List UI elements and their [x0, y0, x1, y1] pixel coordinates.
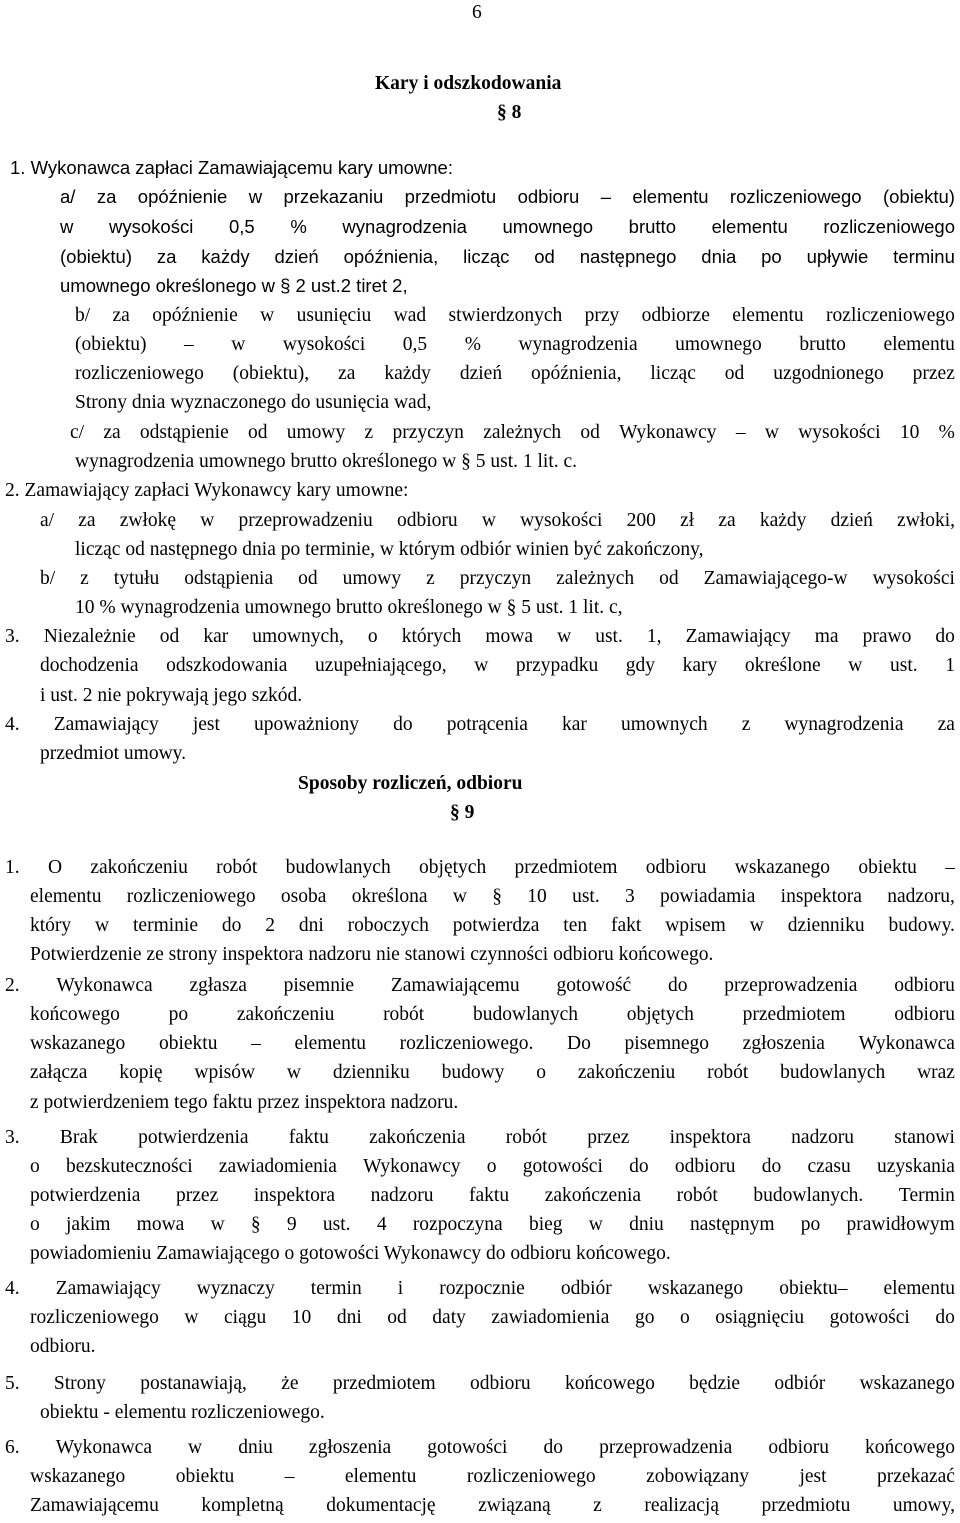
paragraph-line: powiadomieniu Zamawiającego o gotowości Wykonawcy do odbioru końcowego.: [30, 1243, 671, 1264]
paragraph-line: 4. Zamawiający wyznaczy termin i rozpocznie odbiór wskazanego obiektu– elementu: [5, 1278, 955, 1299]
paragraph-line: i ust. 2 nie pokrywają jego szkód.: [40, 685, 303, 706]
page-number: 6: [472, 2, 482, 23]
section-title: Kary i odszkodowania: [375, 73, 562, 94]
paragraph-line: 4. Zamawiający jest upoważniony do potrącenia kar umownych z wynagrodzenia za: [5, 714, 955, 735]
paragraph-line: odbioru.: [30, 1336, 96, 1357]
paragraph-line: wskazanego obiektu – elementu rozliczeniowego zobowiązany jest przekazać: [30, 1466, 955, 1487]
paragraph-line: rozliczeniowego w ciągu 10 dni od daty zawiadomienia go o osiągnięciu gotowości do: [30, 1307, 955, 1328]
paragraph-line: b/ z tytułu odstąpienia od umowy z przyczyn zależnych od Zamawiającego-w wysokości: [40, 568, 955, 589]
section-number: § 9: [450, 802, 475, 823]
paragraph-line: 10 % wynagrodzenia umownego brutto określonego w § 5 ust. 1 lit. c,: [75, 597, 623, 618]
paragraph-line: Potwierdzenie ze strony inspektora nadzoru nie stanowi czynności odbioru końcowego.: [30, 944, 714, 965]
section-number: § 8: [497, 102, 522, 123]
paragraph-line: elementu rozliczeniowego osoba określona w § 10 ust. 3 powiadamia inspektora nadzoru,: [30, 886, 955, 907]
paragraph-line: potwierdzenia przez inspektora nadzoru faktu zakończenia robót budowlanych. Termin: [30, 1185, 955, 1206]
paragraph-line: z potwierdzeniem tego faktu przez inspektora nadzoru.: [30, 1092, 459, 1113]
paragraph-line: 3. Brak potwierdzenia faktu zakończenia robót przez inspektora nadzoru stanowi: [5, 1127, 955, 1148]
paragraph-line: b/ za opóźnienie w usunięciu wad stwierdzonych przy odbiorze elementu rozliczeniowego: [75, 305, 955, 326]
paragraph-line: umownego określonego w § 2 ust.2 tiret 2,: [60, 275, 408, 296]
paragraph-line: o bezskuteczności zawiadomienia Wykonawcy o gotowości do odbioru do czasu uzyskania: [30, 1156, 955, 1177]
paragraph-line: 2. Zamawiający zapłaci Wykonawcy kary umowne:: [5, 480, 409, 501]
section-title: Sposoby rozliczeń, odbioru: [298, 773, 523, 794]
paragraph-line: Zamawiającemu kompletną dokumentację związaną z realizacją przedmiotu umowy,: [30, 1495, 955, 1516]
paragraph-line: 5. Strony postanawiają, że przedmiotem odbioru końcowego będzie odbiór wskazanego: [5, 1373, 955, 1394]
paragraph-line: 1. Wykonawca zapłaci Zamawiającemu kary umowne:: [10, 157, 453, 178]
paragraph-line: wynagrodzenia umownego brutto określonego w § 5 ust. 1 lit. c.: [75, 451, 578, 472]
paragraph-line: przedmiot umowy.: [40, 743, 187, 764]
paragraph-line: licząc od następnego dnia po terminie, w którym odbiór winien być zakończony,: [75, 539, 704, 560]
paragraph-line: Strony dnia wyznaczonego do usunięcia wad,: [75, 392, 432, 413]
paragraph-line: a/ za zwłokę w przeprowadzeniu odbioru w wysokości 200 zł za każdy dzień zwłoki,: [40, 510, 955, 531]
paragraph-line: o jakim mowa w § 9 ust. 4 rozpoczyna bieg w dniu następnym po prawidłowym: [30, 1214, 955, 1235]
paragraph-line: (obiektu) – w wysokości 0,5 % wynagrodzenia umownego brutto elementu: [75, 334, 955, 355]
paragraph-line: załącza kopię wpisów w dzienniku budowy o zakończeniu robót budowlanych wraz: [30, 1062, 955, 1083]
paragraph-line: rozliczeniowego (obiektu), za każdy dzień opóźnienia, licząc od uzgodnionego przez: [75, 363, 955, 384]
paragraph-line: wskazanego obiektu – elementu rozliczeniowego. Do pisemnego zgłoszenia Wykonawca: [30, 1033, 955, 1054]
paragraph-line: (obiektu) za każdy dzień opóźnienia, licząc od następnego dnia po upływie terminu: [60, 246, 955, 267]
paragraph-line: c/ za odstąpienie od umowy z przyczyn zależnych od Wykonawcy – w wysokości 10 %: [70, 422, 955, 443]
paragraph-line: 1. O zakończeniu robót budowlanych objętych przedmiotem odbioru wskazanego obiektu –: [5, 857, 955, 878]
paragraph-line: 2. Wykonawca zgłasza pisemnie Zamawiającemu gotowość do przeprowadzenia odbioru: [5, 975, 955, 996]
paragraph-line: 3. Niezależnie od kar umownych, o których mowa w ust. 1, Zamawiający ma prawo do: [5, 626, 955, 647]
paragraph-line: 6. Wykonawca w dniu zgłoszenia gotowości do przeprowadzenia odbioru końcowego: [5, 1437, 955, 1458]
paragraph-line: obiektu - elementu rozliczeniowego.: [40, 1402, 325, 1423]
paragraph-line: końcowego po zakończeniu robót budowlanych objętych przedmiotem odbioru: [30, 1004, 955, 1025]
paragraph-line: w wysokości 0,5 % wynagrodzenia umownego brutto elementu rozliczeniowego: [60, 216, 955, 237]
paragraph-line: a/ za opóźnienie w przekazaniu przedmiotu odbioru – elementu rozliczeniowego (obiektu): [60, 186, 955, 207]
paragraph-line: dochodzenia odszkodowania uzupełniającego, w przypadku gdy kary określone w ust. 1: [40, 655, 955, 676]
paragraph-line: który w terminie do 2 dni roboczych potwierdza ten fakt wpisem w dzienniku budowy.: [30, 915, 955, 936]
